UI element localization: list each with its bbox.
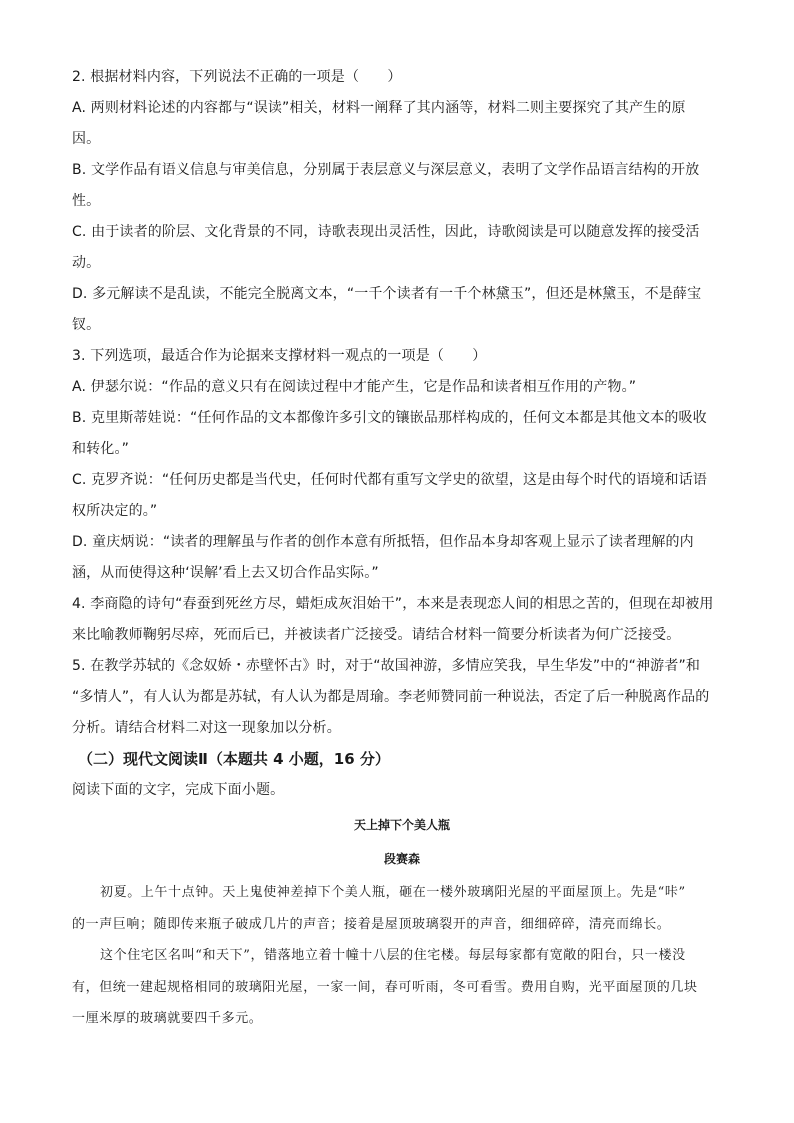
question-2-option-d-continued: 钗。 [72, 317, 101, 333]
question-3-option-d: D. 童庆炳说：“读者的理解虽与作者的创作本意有所抵牾，但作品本身却客观上显示了读者理解的内 [72, 534, 694, 550]
story-paragraph-2-line-1: 这个住宅区名叫“和天下”，错落地立着十幢十八层的住宅楼。每层每家都有宽敞的阳台，只一楼没 [100, 948, 686, 963]
question-2-option-c-continued: 动。 [72, 255, 101, 271]
question-4-line-1: 4. 李商隐的诗句“春蚕到死丝方尽，蜡炬成灰泪始干”，本来是表现恋人间的相思之苦的，但现在却被用 [72, 596, 714, 612]
question-2-option-a: A. 两则材料论述的内容都与“误读”相关，材料一阐释了其内涵等，材料二则主要探究了其产生的原 [72, 100, 686, 116]
section-heading: （二）现代文阅读Ⅱ（本题共 4 小题，16 分） [78, 750, 390, 768]
document-page [72, 62, 732, 1035]
story-paragraph-1-line-1: 初夏。上午十点钟。天上鬼使神差掉下个美人瓶，砸在一楼外玻璃阳光屋的平面屋顶上。先是“咔” [100, 885, 686, 900]
story-author: 段赛森 [383, 852, 420, 866]
question-2-option-a-continued: 因。 [72, 131, 101, 147]
question-2-option-d: D. 多元解读不是乱读，不能完全脱离文本，“一千个读者有一千个林黛玉”，但还是林黛玉，不是薛宝 [72, 286, 702, 302]
question-2-option-b: B. 文学作品有语义信息与审美信息，分别属于表层意义与深层意义，表明了文学作品语言结构的开放 [72, 162, 700, 178]
question-5-line-3: 分析。请结合材料二对这一现象加以分析。 [72, 720, 341, 736]
question-2-option-b-continued: 性。 [72, 193, 101, 209]
story-paragraph-2-line-2: 有，但统一建起规格相同的玻璃阳光屋，一家一间，春可听雨，冬可看雪。费用自购，光平面屋顶的几块 [72, 979, 698, 995]
question-3-stem: 3. 下列选项，最适合作为论据来支撑材料一观点的一项是（ ） [72, 348, 487, 364]
question-4-line-2: 来比喻教师鞠躬尽瘁，死而后已，并被读者广泛接受。请结合材料一简要分析读者为何广泛接受。 [72, 627, 681, 643]
question-2-stem: 2. 根据材料内容，下列说法不正确的一项是（ ） [72, 69, 402, 85]
section-instruction: 阅读下面的文字，完成下面小题。 [72, 782, 285, 798]
question-3-option-d-continued: 涵，从而使得这种‘误解’看上去又切合作品实际。” [72, 565, 379, 581]
story-paragraph-1-line-2: 的一声巨响；随即传来瓶子破成几片的声音；接着是屋顶玻璃裂开的声音，细细碎碎，清亮而绵长。 [72, 916, 671, 932]
question-3-option-c-continued: 权所决定的。” [72, 503, 158, 519]
question-5-line-2: “多情人”，有人认为都是苏轼，有人认为都是周瑜。李老师赞同前一种说法，否定了后一种脱离作品的 [72, 689, 710, 705]
question-2-option-c: C. 由于读者的阶层、文化背景的不同，诗歌表现出灵活性，因此，诗歌阅读是可以随意发挥的接受活 [72, 224, 700, 240]
question-3-option-c: C. 克罗齐说：“任何历史都是当代史，任何时代都有重写文学史的欲望，这是由每个时代的语境和话语 [72, 472, 707, 488]
story-title: 天上掉下个美人瓶 [353, 818, 450, 832]
story-paragraph-2-line-3: 一厘米厚的玻璃就要四千多元。 [72, 1011, 263, 1026]
question-5-line-1: 5. 在教学苏轼的《念奴娇・赤壁怀古》时，对于“故国神游，多情应笑我，早生华发”中的“神游者”和 [72, 658, 701, 674]
question-3-option-a: A. 伊瑟尔说：“作品的意义只有在阅读过程中才能产生，它是作品和读者相互作用的产物。” [72, 379, 637, 395]
question-3-option-b-continued: 和转化。” [72, 441, 130, 457]
question-3-option-b: B. 克里斯蒂娃说：“任何作品的文本都像许多引文的镶嵌品那样构成的，任何文本都是其他文本的吸收 [72, 410, 707, 426]
